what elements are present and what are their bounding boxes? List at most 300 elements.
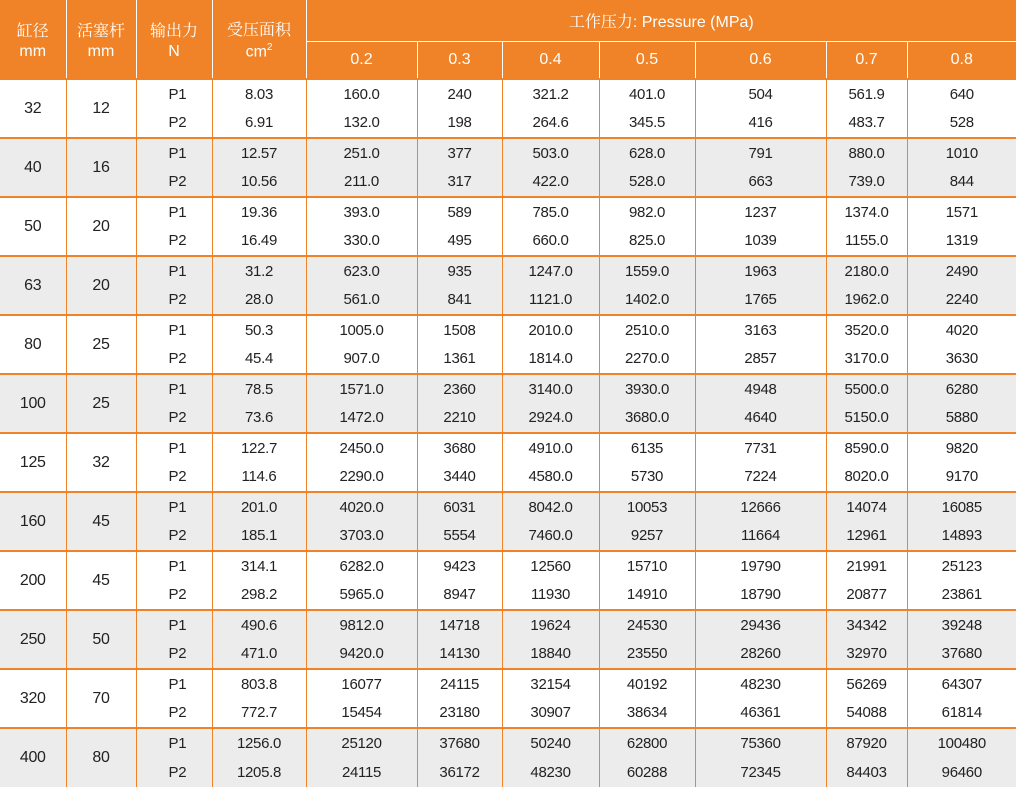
force-value-cell: 1508 xyxy=(417,315,502,344)
force-value-cell: 317 xyxy=(417,167,502,197)
area-cell: 78.5 xyxy=(212,374,306,403)
table-row xyxy=(0,403,1016,433)
bore-header-label: 缸径 xyxy=(16,22,49,40)
force-value-cell: 64307 xyxy=(907,669,1016,698)
spacer-cell xyxy=(195,315,212,344)
force-value-cell: 14718 xyxy=(417,610,502,639)
force-type-cell: P1 xyxy=(136,551,195,580)
force-value-cell: 628.0 xyxy=(599,138,695,167)
force-value-cell: 3930.0 xyxy=(599,374,695,403)
force-value-cell: 5500.0 xyxy=(826,374,907,403)
force-value-cell: 4020.0 xyxy=(306,492,417,521)
force-value-cell: 132.0 xyxy=(306,108,417,138)
force-value-cell: 1571 xyxy=(907,197,1016,226)
force-value-cell: 1374.0 xyxy=(826,197,907,226)
force-value-cell: 1319 xyxy=(945,232,978,249)
force-value-cell: 4948 xyxy=(695,374,826,403)
force-value-cell: 12560 xyxy=(502,551,599,580)
table-row xyxy=(0,167,1016,197)
force-value-cell: 2857 xyxy=(695,344,826,374)
force-value-cell: 38634 xyxy=(599,698,695,728)
spacer-cell xyxy=(195,226,212,256)
area-cell: 19.36 xyxy=(212,197,306,226)
bore-diameter-cell: 50 xyxy=(0,197,66,256)
force-value-cell: 3680.0 xyxy=(599,403,695,433)
table-row xyxy=(0,492,1016,521)
table-row xyxy=(0,108,1016,138)
bore-header-unit: mm xyxy=(19,42,47,60)
force-value-cell: 3440 xyxy=(417,462,502,492)
force-type-cell: P2 xyxy=(136,285,195,315)
spacer-cell xyxy=(195,610,212,639)
force-value-cell: 791 xyxy=(695,138,826,167)
force-value-cell: 14893 xyxy=(907,521,1016,551)
force-value-cell: 1237 xyxy=(695,197,826,226)
bore-diameter-cell: 80 xyxy=(0,315,66,374)
force-value-cell: 401.0 xyxy=(599,79,695,108)
force-value-cell: 39248 xyxy=(907,610,1016,639)
force-value-cell: 54088 xyxy=(826,698,907,728)
spacer-cell xyxy=(195,403,212,433)
force-value-cell: 8020.0 xyxy=(826,462,907,492)
force-value-cell: 7731 xyxy=(695,433,826,462)
table-row xyxy=(0,344,1016,374)
force-value-cell: 9820 xyxy=(907,433,1016,462)
force-value-cell: 37680 xyxy=(907,639,1016,669)
area-cell: 185.1 xyxy=(212,521,306,551)
force-value-cell: 96460 xyxy=(907,757,1016,787)
force-value-cell: 25123 xyxy=(907,551,1016,580)
force-value-cell: 29436 xyxy=(695,610,826,639)
force-value-cell: 1039 xyxy=(695,226,826,256)
force-value-cell: 1247.0 xyxy=(502,256,599,285)
force-value-cell: 422.0 xyxy=(502,167,599,197)
table-row xyxy=(0,521,1016,551)
force-value-cell: 907.0 xyxy=(306,344,417,374)
force-value-cell: 495 xyxy=(417,226,502,256)
bore-diameter-cell: 400 xyxy=(0,728,66,787)
bore-diameter-cell: 32 xyxy=(0,79,66,138)
spacer-cell xyxy=(195,167,212,197)
force-value-cell: 4910.0 xyxy=(502,433,599,462)
spacer-cell xyxy=(195,256,212,285)
area-cell: 114.6 xyxy=(212,462,306,492)
force-value-cell: 2290.0 xyxy=(306,462,417,492)
spacer-cell xyxy=(195,344,212,374)
table-row xyxy=(0,226,1016,256)
force-value-cell: 11930 xyxy=(502,580,599,610)
pressure-column-header: 0.3 xyxy=(417,42,502,80)
force-type-cell: P2 xyxy=(168,586,187,603)
force-value-cell: 345.5 xyxy=(599,108,695,138)
rod-diameter-cell: 25 xyxy=(66,374,136,433)
spacer-cell xyxy=(195,757,212,787)
table-row xyxy=(0,551,1016,580)
force-value-cell: 825.0 xyxy=(599,226,695,256)
force-type-cell: P1 xyxy=(136,197,195,226)
force-value-cell: 32154 xyxy=(502,669,599,698)
force-type-cell: P1 xyxy=(136,669,195,698)
rod-header-label: 活塞杆 xyxy=(76,22,125,40)
force-value-cell: 198 xyxy=(417,108,502,138)
area-cell: 314.1 xyxy=(212,551,306,580)
force-value-cell: 24115 xyxy=(417,669,502,698)
force-value-cell: 56269 xyxy=(826,669,907,698)
force-value-cell: 50240 xyxy=(502,728,599,757)
force-value-cell: 1814.0 xyxy=(502,344,599,374)
force-value-cell: 30907 xyxy=(502,698,599,728)
force-type-cell: P2 xyxy=(168,232,187,249)
force-type-cell: P2 xyxy=(168,114,187,131)
force-value-cell: 3630 xyxy=(945,350,978,367)
force-value-cell: 10053 xyxy=(599,492,695,521)
area-cell: 490.6 xyxy=(212,610,306,639)
force-header xyxy=(136,0,212,79)
force-value-cell: 87920 xyxy=(826,728,907,757)
force-value-cell: 3703.0 xyxy=(306,521,417,551)
rod-diameter-cell: 50 xyxy=(66,610,136,669)
force-value-cell: 28260 xyxy=(695,639,826,669)
force-value-cell: 7460.0 xyxy=(502,521,599,551)
force-value-cell: 1121.0 xyxy=(502,285,599,315)
force-value-cell: 6282.0 xyxy=(306,551,417,580)
area-cell: 772.7 xyxy=(212,698,306,728)
force-value-cell: 1962.0 xyxy=(826,285,907,315)
force-value-cell: 160.0 xyxy=(306,79,417,108)
spacer-cell xyxy=(195,462,212,492)
table-row xyxy=(0,197,1016,226)
rod-header xyxy=(66,0,136,79)
pressure-column-header: 0.7 xyxy=(826,42,907,80)
rod-diameter-cell: 20 xyxy=(66,197,136,256)
bore-diameter-cell: 63 xyxy=(0,256,66,315)
force-value-cell: 37680 xyxy=(417,728,502,757)
force-value-cell: 3140.0 xyxy=(502,374,599,403)
spacer-cell xyxy=(195,374,212,403)
force-value-cell: 393.0 xyxy=(306,197,417,226)
force-value-cell: 9423 xyxy=(417,551,502,580)
force-value-cell: 330.0 xyxy=(306,226,417,256)
force-type-cell: P1 xyxy=(136,256,195,285)
force-value-cell: 12961 xyxy=(826,521,907,551)
force-value-cell: 40192 xyxy=(599,669,695,698)
rod-diameter-cell: 70 xyxy=(66,669,136,728)
rod-diameter-cell: 20 xyxy=(66,256,136,315)
force-value-cell: 48230 xyxy=(695,669,826,698)
force-type-cell: P1 xyxy=(136,138,195,167)
force-value-cell: 1005.0 xyxy=(306,315,417,344)
bore-diameter-cell: 320 xyxy=(0,669,66,728)
table-header xyxy=(0,0,1016,79)
area-header-unit xyxy=(213,42,306,61)
bore-header xyxy=(0,0,66,79)
spacer-cell xyxy=(195,551,212,580)
area-cell: 45.4 xyxy=(212,344,306,374)
area-cell: 471.0 xyxy=(212,639,306,669)
force-value-cell: 34342 xyxy=(826,610,907,639)
area-cell: 12.57 xyxy=(212,138,306,167)
area-cell: 8.03 xyxy=(212,79,306,108)
force-type-cell: P1 xyxy=(136,315,195,344)
force-type-cell: P1 xyxy=(136,79,195,108)
area-cell: 28.0 xyxy=(212,285,306,315)
spacer-cell xyxy=(195,698,212,728)
force-type-cell: P2 xyxy=(168,704,187,721)
spacer-cell xyxy=(195,197,212,226)
force-value-cell: 72345 xyxy=(695,757,826,787)
area-cell: 201.0 xyxy=(212,492,306,521)
force-value-cell: 14130 xyxy=(417,639,502,669)
table-row xyxy=(0,639,1016,669)
force-value-cell: 14074 xyxy=(826,492,907,521)
force-value-cell: 48230 xyxy=(502,757,599,787)
force-value-cell: 1361 xyxy=(417,344,502,374)
pressure-column-header: 0.6 xyxy=(695,42,826,80)
rod-diameter-cell: 32 xyxy=(66,433,136,492)
area-unit-exponent: 2 xyxy=(266,41,273,53)
force-value-cell: 561.9 xyxy=(826,79,907,108)
pressure-column-header: 0.2 xyxy=(306,42,417,80)
force-value-cell: 1765 xyxy=(695,285,826,315)
rod-diameter-cell: 45 xyxy=(66,551,136,610)
table-row xyxy=(0,138,1016,167)
force-value-cell: 416 xyxy=(695,108,826,138)
force-value-cell: 6280 xyxy=(907,374,1016,403)
force-value-cell: 1402.0 xyxy=(599,285,695,315)
force-value-cell: 18840 xyxy=(502,639,599,669)
force-value-cell: 2360 xyxy=(417,374,502,403)
force-value-cell: 2510.0 xyxy=(599,315,695,344)
force-value-cell: 24115 xyxy=(306,757,417,787)
spacer-cell xyxy=(195,285,212,315)
force-value-cell: 2924.0 xyxy=(502,403,599,433)
force-type-cell: P1 xyxy=(136,728,195,757)
force-value-cell: 211.0 xyxy=(306,167,417,197)
force-value-cell: 6031 xyxy=(417,492,502,521)
force-value-cell: 663 xyxy=(695,167,826,197)
force-type-cell: P2 xyxy=(136,167,195,197)
spacer-cell xyxy=(195,639,212,669)
force-value-cell: 1155.0 xyxy=(826,226,907,256)
force-value-cell: 982.0 xyxy=(599,197,695,226)
force-value-cell: 377 xyxy=(417,138,502,167)
force-value-cell: 32970 xyxy=(826,639,907,669)
area-cell: 298.2 xyxy=(212,580,306,610)
bore-diameter-cell: 100 xyxy=(0,374,66,433)
force-value-cell: 9170 xyxy=(945,468,978,485)
force-value-cell: 240 xyxy=(417,79,502,108)
force-value-cell: 5150.0 xyxy=(826,403,907,433)
force-type-cell: P1 xyxy=(136,492,195,521)
area-cell: 16.49 xyxy=(212,226,306,256)
force-value-cell: 251.0 xyxy=(306,138,417,167)
force-value-cell: 8947 xyxy=(417,580,502,610)
force-value-cell: 504 xyxy=(695,79,826,108)
force-type-cell: P1 xyxy=(136,374,195,403)
force-type-cell: P2 xyxy=(136,521,195,551)
spacer-cell xyxy=(195,669,212,698)
force-value-cell: 528.0 xyxy=(599,167,695,197)
force-value-cell: 23861 xyxy=(941,586,982,603)
rod-diameter-cell: 25 xyxy=(66,315,136,374)
rod-diameter-cell: 80 xyxy=(66,728,136,787)
spacer-cell xyxy=(195,580,212,610)
area-cell: 10.56 xyxy=(212,167,306,197)
force-value-cell: 1559.0 xyxy=(599,256,695,285)
force-value-cell: 2450.0 xyxy=(306,433,417,462)
pressure-column-header: 0.8 xyxy=(907,42,1016,80)
force-value-cell: 589 xyxy=(417,197,502,226)
area-cell: 73.6 xyxy=(212,403,306,433)
force-type-cell: P1 xyxy=(136,433,195,462)
force-value-cell: 9812.0 xyxy=(306,610,417,639)
force-value-cell: 16085 xyxy=(907,492,1016,521)
force-value-cell: 935 xyxy=(417,256,502,285)
table-row xyxy=(0,285,1016,315)
force-value-cell: 640 xyxy=(907,79,1016,108)
force-value-cell: 9257 xyxy=(599,521,695,551)
table-row xyxy=(0,315,1016,344)
bore-diameter-cell: 200 xyxy=(0,551,66,610)
spacer-cell xyxy=(195,433,212,462)
force-value-cell: 61814 xyxy=(941,704,982,721)
force-value-cell: 483.7 xyxy=(826,108,907,138)
force-value-cell: 46361 xyxy=(695,698,826,728)
force-value-cell: 2240 xyxy=(907,285,1016,315)
force-value-cell: 5554 xyxy=(417,521,502,551)
force-value-cell: 2180.0 xyxy=(826,256,907,285)
force-value-cell: 16077 xyxy=(306,669,417,698)
spacer-cell xyxy=(195,108,212,138)
bore-diameter-cell: 250 xyxy=(0,610,66,669)
force-value-cell: 11664 xyxy=(695,521,826,551)
force-value-cell: 4640 xyxy=(695,403,826,433)
force-value-cell: 4020 xyxy=(907,315,1016,344)
force-type-cell: P1 xyxy=(136,610,195,639)
force-type-cell: P2 xyxy=(168,468,187,485)
force-value-cell: 20877 xyxy=(826,580,907,610)
table-row xyxy=(0,610,1016,639)
force-value-cell: 1963 xyxy=(695,256,826,285)
force-value-cell: 2270.0 xyxy=(599,344,695,374)
force-value-cell: 15710 xyxy=(599,551,695,580)
spacer-cell xyxy=(195,138,212,167)
table-row xyxy=(0,669,1016,698)
force-value-cell: 264.6 xyxy=(502,108,599,138)
force-value-cell: 24530 xyxy=(599,610,695,639)
force-header-label: 输出力 xyxy=(150,22,199,40)
force-value-cell: 23550 xyxy=(599,639,695,669)
force-value-cell: 1571.0 xyxy=(306,374,417,403)
force-value-cell: 25120 xyxy=(306,728,417,757)
area-header xyxy=(212,0,306,79)
force-value-cell: 321.2 xyxy=(502,79,599,108)
table-row xyxy=(0,757,1016,787)
force-value-cell: 60288 xyxy=(599,757,695,787)
force-value-cell: 841 xyxy=(417,285,502,315)
force-value-cell: 19790 xyxy=(695,551,826,580)
force-value-cell: 785.0 xyxy=(502,197,599,226)
area-cell: 1256.0 xyxy=(212,728,306,757)
force-value-cell: 21991 xyxy=(826,551,907,580)
table-row xyxy=(0,79,1016,108)
spacer-cell xyxy=(195,521,212,551)
force-value-cell: 561.0 xyxy=(306,285,417,315)
spacer-cell xyxy=(195,492,212,521)
force-value-cell: 623.0 xyxy=(306,256,417,285)
force-value-cell: 6135 xyxy=(599,433,695,462)
table-row xyxy=(0,433,1016,462)
force-value-cell: 23180 xyxy=(417,698,502,728)
area-cell: 1205.8 xyxy=(212,757,306,787)
spacer-cell xyxy=(195,728,212,757)
force-value-cell: 3170.0 xyxy=(826,344,907,374)
area-cell: 122.7 xyxy=(212,433,306,462)
area-header-label: 受压面积 xyxy=(227,21,292,39)
area-cell: 31.2 xyxy=(212,256,306,285)
force-value-cell: 5880 xyxy=(907,403,1016,433)
table-row xyxy=(0,256,1016,285)
force-value-cell: 3680 xyxy=(417,433,502,462)
rod-diameter-cell: 45 xyxy=(66,492,136,551)
bore-diameter-cell: 125 xyxy=(0,433,66,492)
area-cell: 803.8 xyxy=(212,669,306,698)
pressure-header: 工作压力: Pressure (MPa) xyxy=(306,0,1016,42)
table-row xyxy=(0,580,1016,610)
force-value-cell: 100480 xyxy=(907,728,1016,757)
force-value-cell: 9420.0 xyxy=(306,639,417,669)
force-type-cell: P2 xyxy=(136,757,195,787)
force-value-cell: 880.0 xyxy=(826,138,907,167)
force-value-cell: 660.0 xyxy=(502,226,599,256)
table-row xyxy=(0,698,1016,728)
force-value-cell: 8590.0 xyxy=(826,433,907,462)
rod-diameter-cell: 12 xyxy=(66,79,136,138)
bore-diameter-cell: 40 xyxy=(0,138,66,197)
force-value-cell: 3163 xyxy=(695,315,826,344)
force-value-cell: 1010 xyxy=(907,138,1016,167)
force-value-cell: 528 xyxy=(949,114,974,131)
force-value-cell: 739.0 xyxy=(826,167,907,197)
area-cell: 50.3 xyxy=(212,315,306,344)
spacer-cell xyxy=(195,79,212,108)
force-value-cell: 2490 xyxy=(907,256,1016,285)
force-value-cell: 8042.0 xyxy=(502,492,599,521)
force-value-cell: 7224 xyxy=(695,462,826,492)
force-type-cell: P2 xyxy=(136,403,195,433)
force-type-cell: P2 xyxy=(168,350,187,367)
rod-header-unit: mm xyxy=(87,42,115,60)
force-header-unit: N xyxy=(168,42,180,60)
force-value-cell: 1472.0 xyxy=(306,403,417,433)
force-value-cell: 503.0 xyxy=(502,138,599,167)
force-value-cell: 62800 xyxy=(599,728,695,757)
force-value-cell: 19624 xyxy=(502,610,599,639)
force-type-cell: P2 xyxy=(136,639,195,669)
table-row xyxy=(0,374,1016,403)
force-value-cell: 2010.0 xyxy=(502,315,599,344)
force-value-cell: 3520.0 xyxy=(826,315,907,344)
force-value-cell: 2210 xyxy=(417,403,502,433)
force-value-cell: 36172 xyxy=(417,757,502,787)
table-body xyxy=(0,79,1016,787)
force-value-cell: 15454 xyxy=(306,698,417,728)
force-value-cell: 844 xyxy=(907,167,1016,197)
bore-diameter-cell: 160 xyxy=(0,492,66,551)
table-row xyxy=(0,728,1016,757)
force-value-cell: 5965.0 xyxy=(306,580,417,610)
rod-diameter-cell: 16 xyxy=(66,138,136,197)
